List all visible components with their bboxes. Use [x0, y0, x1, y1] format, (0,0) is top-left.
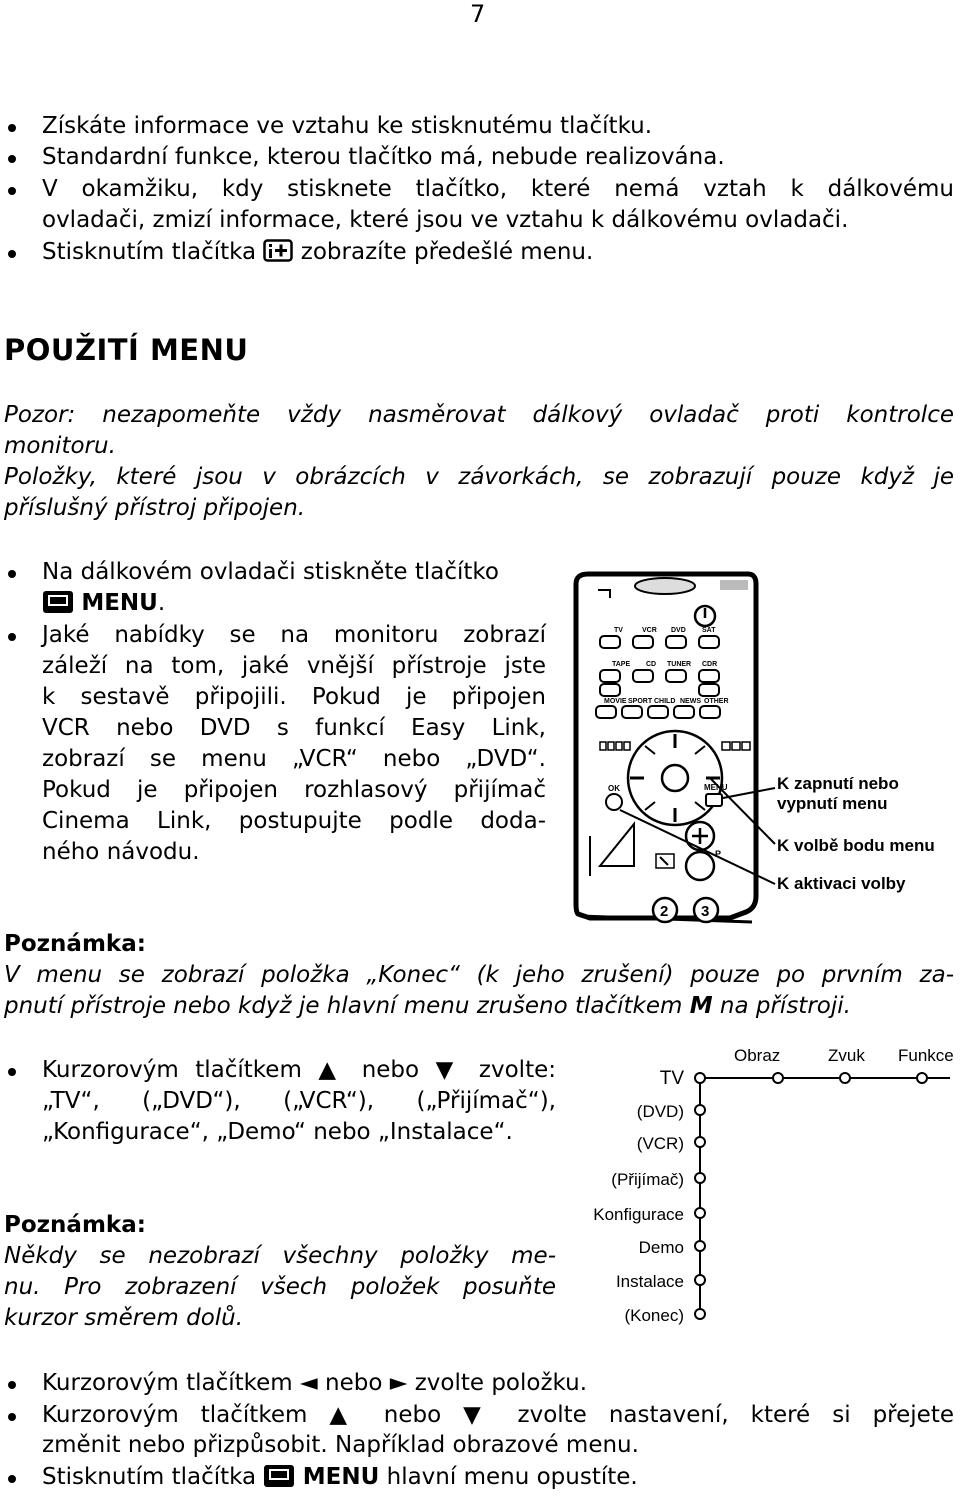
- step-2-line-1: Jaké nabídky se na monitoru zobrazí: [42, 622, 546, 648]
- final-bullet-3-pre: Stisknutím tlačítka: [42, 1464, 257, 1490]
- final-bullet-1: Kurzorovým tlačítkem ◄ nebo ► zvolte položku.: [42, 1370, 588, 1396]
- bullet: [8, 1068, 16, 1076]
- menu-top-funkce: Funkce: [898, 1046, 954, 1065]
- menu-item-dvd: (DVD): [636, 1102, 684, 1121]
- warning-line-2: monitoru.: [4, 433, 116, 459]
- intro-bullet-4: [42, 237, 593, 272]
- final-bullet-3-post: hlavní menu opustíte.: [386, 1464, 638, 1490]
- remote-label-tv: TV: [614, 627, 623, 634]
- callout-activate: K aktivaci volby: [777, 874, 906, 893]
- bullet: [8, 124, 16, 132]
- menu-item-konec: (Konec): [624, 1306, 684, 1325]
- menu-button-icon: [263, 1464, 295, 1497]
- intro-bullet-2: Standardní funkce, kterou tlačítko má, nebude realizována.: [42, 144, 725, 170]
- step-1-line-2: [42, 588, 165, 623]
- note-2-heading: Poznámka:: [4, 1212, 146, 1238]
- menu-top-obraz: Obraz: [734, 1046, 781, 1065]
- callout-menu-toggle-line-1: K zapnutí nebo: [777, 774, 899, 793]
- step-2-line-6: Pokud je připojen rozhlasový přijímač: [42, 777, 546, 803]
- menu-diagram: [580, 1040, 960, 1340]
- note-1-line-1: V menu se zobrazí položka „Konec“ (k jeho zrušení) pouze po prvním za-: [4, 962, 954, 988]
- bullet: [8, 1381, 16, 1389]
- remote-label-dvd: DVD: [671, 627, 686, 634]
- note-1-line-2-pre: pnutí přístroje nebo když je hlavní menu zrušeno tlačítkem: [4, 993, 690, 1019]
- menu-item-demo: Demo: [638, 1238, 684, 1257]
- step-2-line-4: VCR nebo DVD s funkcí Easy Link,: [42, 715, 546, 741]
- menu-button-icon: [42, 590, 74, 623]
- warning-line-1: Pozor: nezapomeňte vždy nasměrovat dálkový ovladač proti kontrolce: [4, 402, 954, 428]
- bullet: [8, 155, 16, 163]
- cursor-line-3: „Konfigurace“, „Demo“ nebo „Instalace“.: [42, 1119, 513, 1145]
- remote-illustration: [570, 566, 960, 930]
- final-bullet-2-line-1: Kurzorovým tlačítkem ▲ nebo ▼ zvolte nastavení, které si přejete: [42, 1402, 954, 1428]
- items-line-2: příslušný přístroj připojen.: [4, 495, 306, 521]
- menu-item-vcr: (VCR): [636, 1134, 684, 1153]
- remote-ok-label: OK: [608, 784, 620, 793]
- remote-label-vcr: VCR: [642, 627, 657, 634]
- step-1-dot: .: [157, 590, 166, 616]
- note-2-line-2: nu. Pro zobrazení všech položek posuňte: [4, 1274, 556, 1300]
- remote-num-3: 3: [701, 903, 710, 920]
- bullet: [8, 187, 16, 195]
- intro-bullet-3-line-2: ovladači, zmizí informace, které jsou ve vztahu k dálkovému ovladači.: [42, 207, 849, 233]
- step-2-line-8: ného návodu.: [42, 839, 200, 865]
- intro-bullet-3-line-1: V okamžiku, kdy stisknete tlačítko, které nemá vztah k dálkovému: [42, 176, 954, 202]
- page-number: 7: [470, 0, 486, 28]
- step-2-line-3: k sestavě připojili. Pokud je připojen: [42, 684, 546, 710]
- remote-num-2: 2: [660, 903, 669, 920]
- items-line-1: Položky, které jsou v obrázcích v závorkách, se zobrazují pouze když je: [4, 464, 954, 490]
- remote-label-sat: SAT: [702, 627, 716, 634]
- remote-p-label: P: [715, 849, 722, 859]
- menu-item-prijimac: (Přijímač): [611, 1170, 684, 1189]
- callout-menu-toggle-line-2: vypnutí menu: [777, 794, 888, 813]
- remote-menu-label: MENU: [704, 783, 728, 792]
- remote-label-movie: MOVIE: [604, 698, 627, 705]
- note-2-line-1: Někdy se nezobrazí všechny položky me-: [4, 1243, 556, 1269]
- remote-label-news: NEWS: [680, 698, 701, 705]
- remote-label-tuner: TUNER: [667, 661, 692, 668]
- cursor-line-2: „TV“, („DVD“), („VCR“), („Přijímač“),: [42, 1088, 556, 1114]
- bullet: [8, 1413, 16, 1421]
- section-title: POUŽITÍ MENU: [4, 333, 249, 367]
- note-2-line-3: kurzor směrem dolů.: [4, 1305, 244, 1331]
- callout-select-item: K volbě bodu menu: [777, 836, 935, 855]
- step-2-line-5: zobrazí se menu „VCR“ nebo „DVD“.: [42, 746, 546, 772]
- cursor-line-1: Kurzorovým tlačítkem ▲ nebo ▼ zvolte:: [42, 1057, 556, 1083]
- final-menu-label: MENU: [302, 1464, 380, 1490]
- note-1-line-2: [4, 991, 851, 1022]
- remote-label-tape: TAPE: [612, 661, 631, 668]
- remote-label-cd: CD: [646, 661, 657, 668]
- remote-label-child: CHILD: [654, 698, 676, 705]
- menu-item-tv: TV: [659, 1068, 684, 1089]
- intro-bullet-1: Získáte informace ve vztahu ke stisknutému tlačítku.: [42, 113, 653, 139]
- step-2-line-7: Cinema Link, postupujte podle doda-: [42, 808, 546, 834]
- menu-top-zvuk: Zvuk: [828, 1046, 865, 1065]
- remote-label-sport: SPORT: [628, 698, 653, 705]
- menu-item-konfigurace: Konfigurace: [593, 1205, 684, 1224]
- bullet: [8, 250, 16, 258]
- note-1-key: M: [689, 993, 713, 1019]
- step-2-line-2: záleží na tom, jaké vnější přístroje jste: [42, 653, 546, 679]
- bullet: [8, 633, 16, 641]
- remote-label-other: OTHER: [704, 698, 729, 705]
- intro-bullet-4-post: zobrazíte předešlé menu.: [300, 239, 594, 265]
- menu-label: MENU: [81, 590, 158, 616]
- final-bullet-2-line-2: změnit nebo přizpůsobit. Například obrazové menu.: [42, 1432, 639, 1458]
- final-bullet-3: [42, 1462, 638, 1497]
- menu-item-instalace: Instalace: [615, 1272, 684, 1291]
- bullet: [8, 570, 16, 578]
- note-1-line-2-post: na přístroji.: [712, 993, 851, 1019]
- info-button-icon: [263, 239, 293, 272]
- intro-bullet-4-pre: Stisknutím tlačítka: [42, 239, 257, 265]
- step-1-line-1: Na dálkovém ovladači stiskněte tlačítko: [42, 559, 499, 585]
- bullet: [8, 1475, 16, 1483]
- note-1-heading: Poznámka:: [4, 931, 146, 957]
- remote-label-cdr: CDR: [702, 661, 718, 668]
